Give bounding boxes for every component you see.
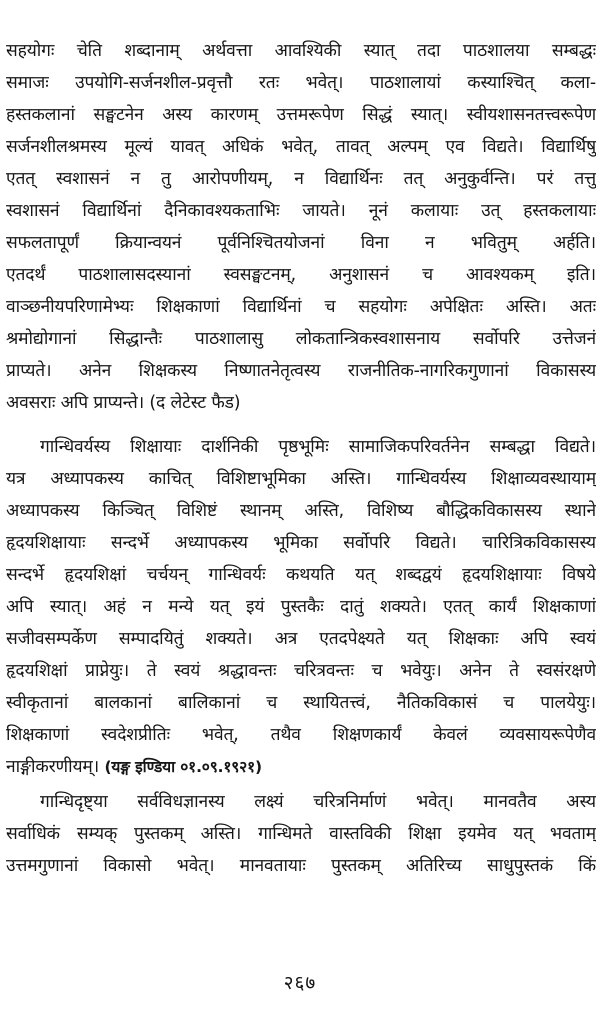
text-line: उत्तमगुणानां विकासो भवेत्। मानवतायाः पुस्तकम् अतिरिच्य साधुपुस्तकं किं (6, 856, 596, 876)
text-line: श्रमोद्योगानां सिद्धान्तैः पाठशालासु लोकतान्त्रिकस्वशासनाय सर्वोपरि उत्तेजनं (6, 329, 596, 349)
text-line: स्वशासनं विद्यार्थिनां दैनिकावश्यकताभिः जायते। नूनं कलायाः उत् हस्तकलायाः (6, 201, 596, 221)
text-line: शिक्षकाणां स्वदेशप्रीतिः भवेत्, तथैव शिक्षणकार्यं केवलं व्यवसायरूपेणैव (6, 725, 596, 745)
text-line (6, 751, 596, 783)
text-line: सफलतापूर्णं क्रियान्वयनं पूर्वनिश्चितयोजनां विना न भवितुम् अर्हति। (6, 233, 596, 253)
text-line: अध्यापकस्य किञ्चित् विशिष्टं स्थानम् अस्ति, विशिष्य बौद्धिकविकासस्य स्थाने (6, 501, 596, 521)
text-line: हस्तकलानां सङ्घटनेन अस्य कारणम् उत्तमरूपेण सिद्धं स्यात्। स्वीयशासनतत्त्वरूपेण (6, 105, 596, 125)
text-line: हृदयशिक्षायाः सन्दर्भे अध्यापकस्य भूमिका सर्वोपरि विद्यते। चारित्रिकविकासस्य (6, 533, 596, 553)
text-line-end: नाङ्गीकरणीयम्। (6, 757, 100, 777)
text-line: यत्र अध्यापकस्य काचित् विशिष्टाभूमिका अस्ति। गान्धिवर्यस्य शिक्षाव्यवस्थायाम् (6, 469, 596, 489)
text-line: गान्धिवर्यस्य शिक्षायाः दार्शनिकी पृष्ठभूमिः सामाजिकपरिवर्तनेन सम्बद्धा विद्यते। (40, 437, 596, 457)
text-line: सहयोगः चेति शब्दानाम् अर्थवत्ता आवश्यिकी स्यात् तदा पाठशालया सम्बद्धः (6, 41, 596, 61)
text-line: गान्धिदृष्ट्या सर्वविधज्ञानस्य लक्ष्यं चरित्रनिर्माणं भवेत्। मानवतैव अस्य (40, 792, 596, 812)
text-line: हृदयशिक्षां प्राप्नेयुः। ते स्वयं श्रद्धावन्तः चरित्रवन्तः च भवेयुः। अनेन ते स्वसंरक्षणे (6, 661, 596, 681)
text-line: सर्वाधिकं सम्यक् पुस्तकम् अस्ति। गान्धिमते वास्तविकी शिक्षा इयमेव यत् भवताम् (6, 824, 596, 844)
text-line: अवसराः अपि प्राप्यन्ते। (द लेटेस्ट फैड) (6, 393, 241, 413)
text-line: एतत् स्वशासनं न तु आरोपणीयम्, न विद्यार्थिनः तत् अनुकुर्वन्ति। परं तत्तु (6, 169, 596, 189)
source-citation: (यङ्ग इण्डिया ०१.०९.१९२१) (104, 758, 262, 776)
text-line: सन्दर्भे हृदयशिक्षां चर्चयन् गान्धिवर्यः कथयति यत् शब्दद्वयं हृदयशिक्षायाः विषये (6, 565, 596, 585)
text-line: सजीवसम्पर्केण सम्पादयितुं शक्यते। अत्र एतदपेक्ष्यते यत् शिक्षकाः अपि स्वयं (6, 629, 596, 649)
text-line: स्वीकृतानां बालकानां बालिकानां च स्थायितत्त्वं, नैतिकविकासं च पालयेयुः। (6, 693, 596, 713)
text-line: एतदर्थं पाठशालासदस्यानां स्वसङ्घटनम्, अनुशासनं च आवश्यकम् इति। (6, 265, 596, 285)
text-line: समाजः उपयोगि-सर्जनशील-प्रवृत्तौ रतः भवेत्। पाठशालायां कस्याश्चित् कला- (6, 73, 596, 93)
page-number: २६७ (283, 972, 317, 994)
text-line: वाञ्छनीयपरिणामेभ्यः शिक्षकाणां विद्यार्थिनां च सहयोगः अपेक्षितः अस्ति। अतः (6, 297, 596, 317)
text-line: प्राप्यते। अनेन शिक्षकस्य निष्णातनेतृत्वस्य राजनीतिक-नागरिकगुणानां विकासस्य (6, 361, 596, 381)
text-line: सर्जनशीलश्रमस्य मूल्यं यावत् अधिकं भवेत्, तावत् अल्पम् एव विद्यते। विद्यार्थिषु (6, 137, 596, 157)
text-line: अपि स्यात्। अहं न मन्ये यत् इयं पुस्तकैः दातुं शक्यते। एतत् कार्यं शिक्षकाणां (6, 597, 596, 617)
